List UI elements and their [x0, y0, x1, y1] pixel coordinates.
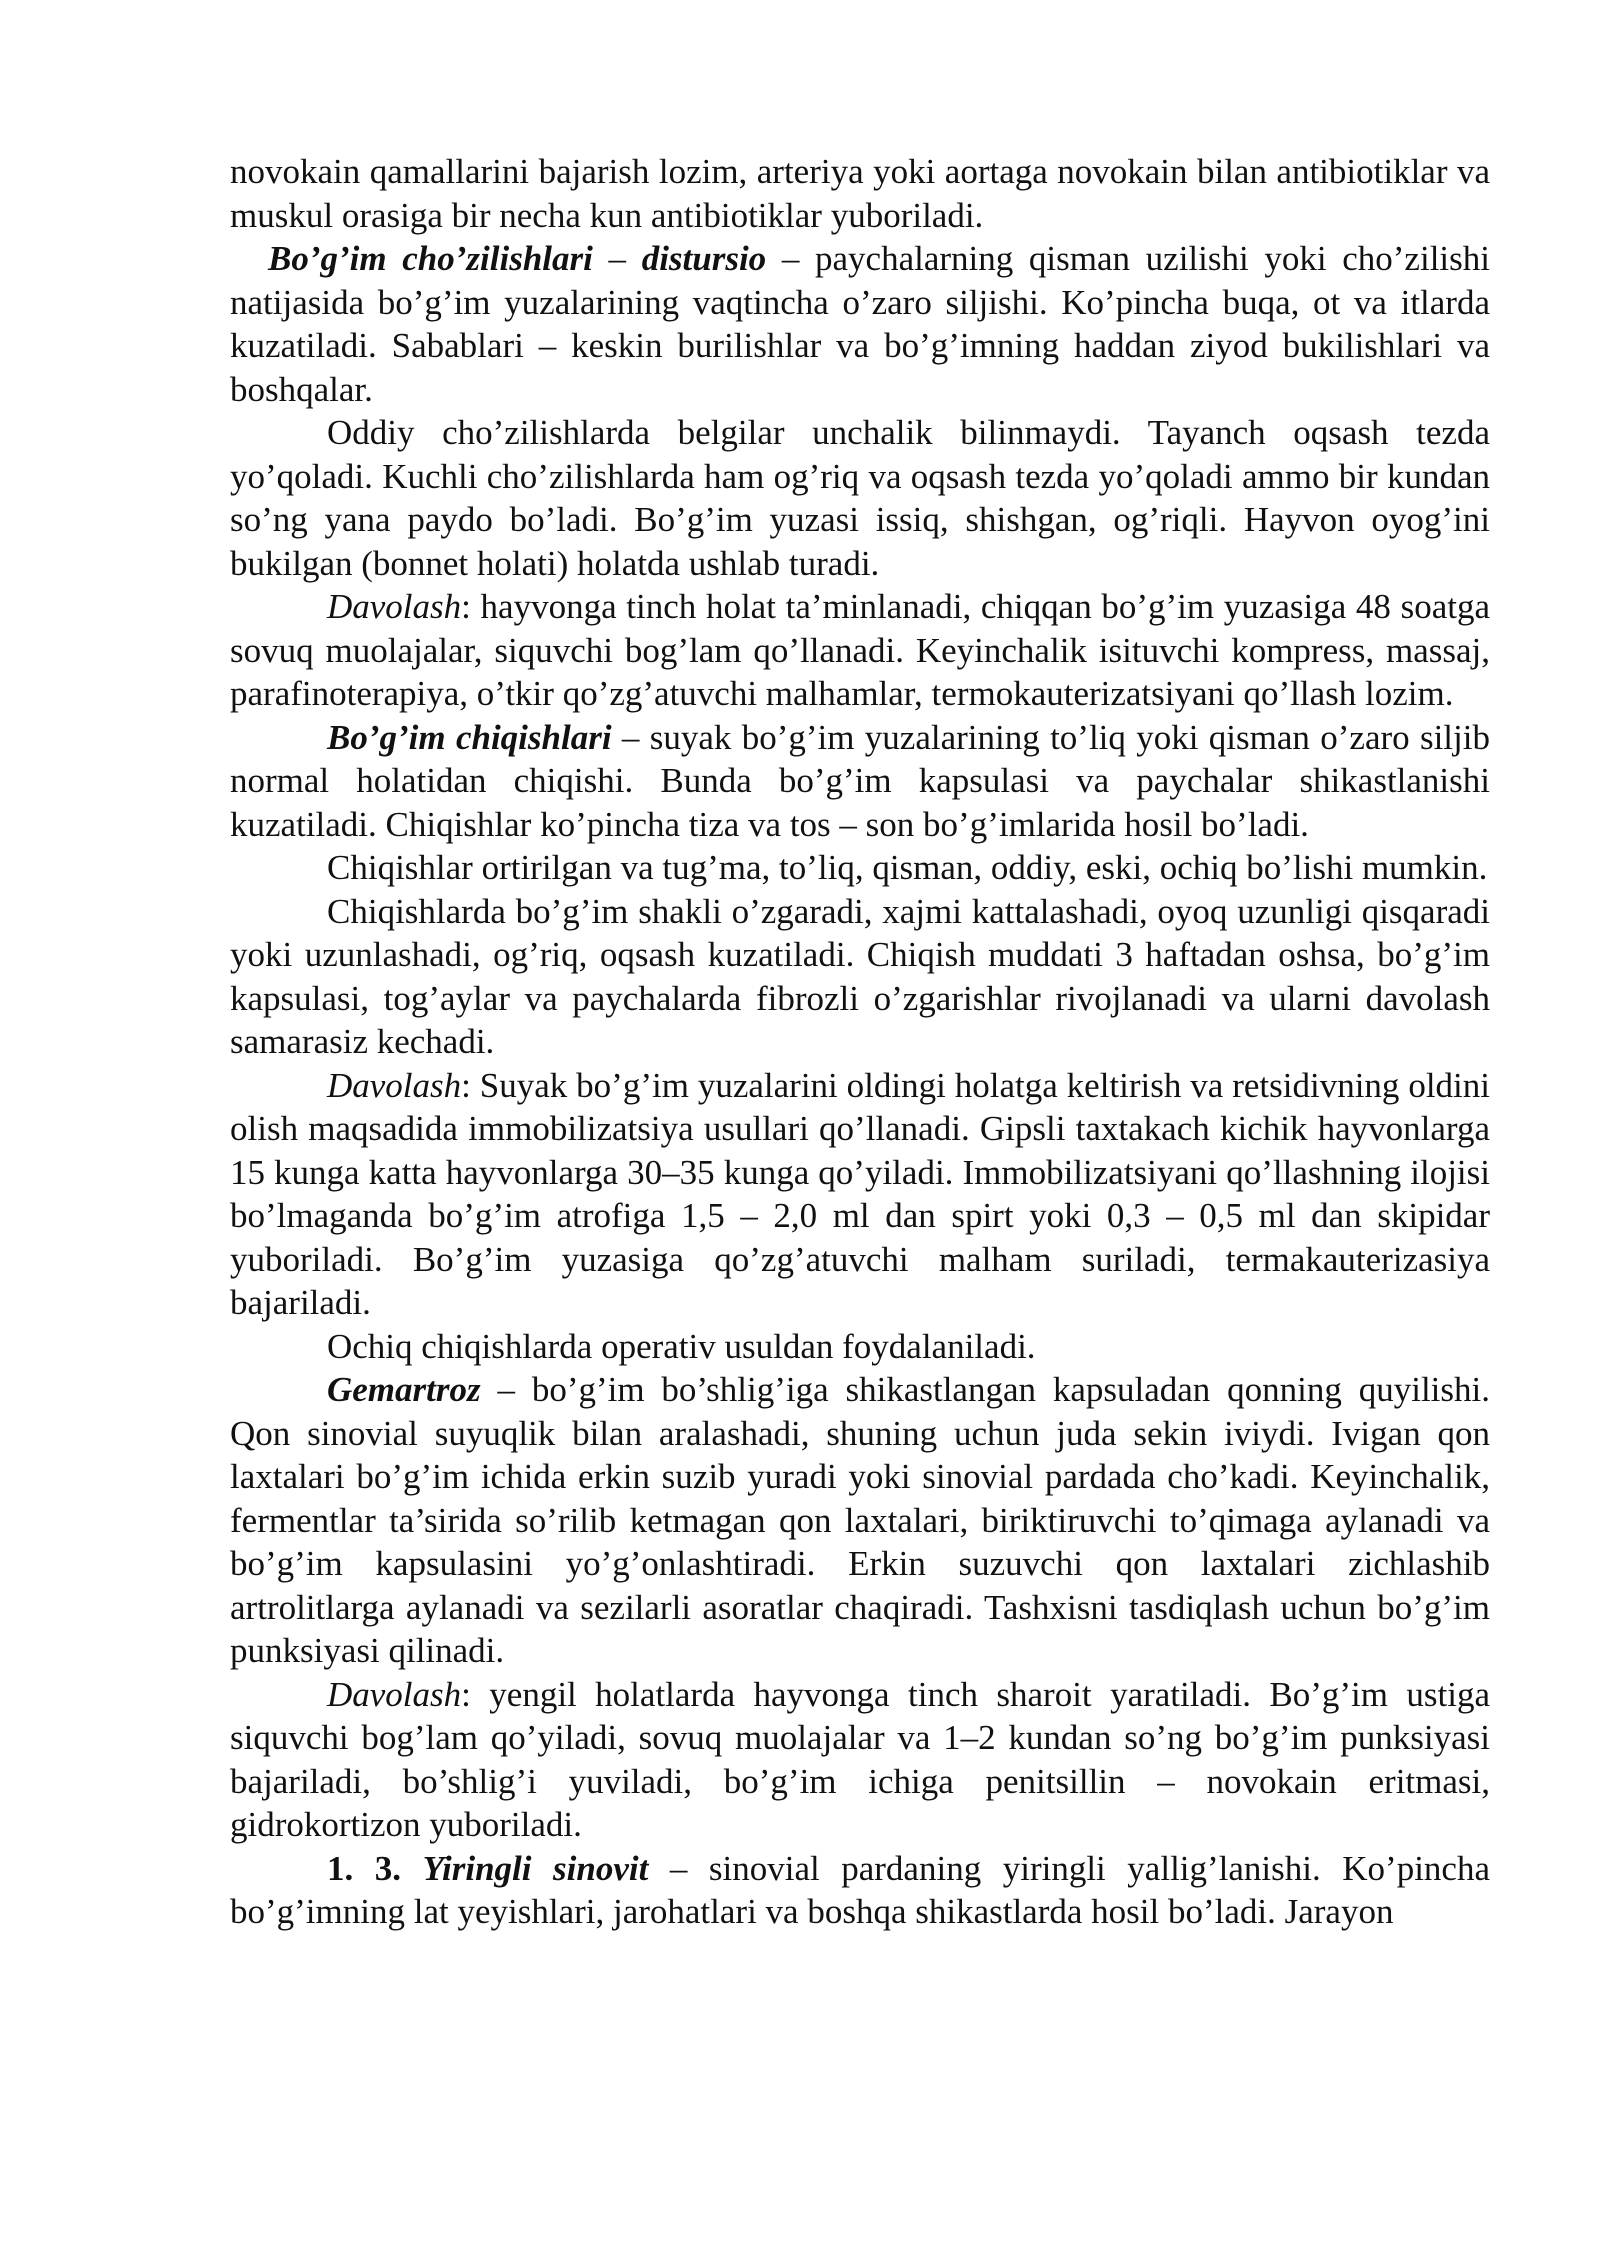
paragraph-open-dislocation — [230, 1325, 1490, 1369]
paragraph-distortion — [230, 237, 1490, 411]
paragraph-purulent-synovitis — [230, 1847, 1490, 1934]
term-bogim-chozilishlari: Bo’g’im cho’zilishlari — [268, 239, 593, 278]
paragraph-text: : Suyak bo’g’im yuzalarini oldingi holatga keltirish va retsidivning oldini olish maqsadida immobilizatsiya usullari qo’llanadi. Gipsli taxtakach kichik hayvonlarga 15 kunga katta hayvonlarga 30–35 kunga qo’yiladi. Immobilizatsiyani qo’llashning ilojisi bo’lmaganda bo’g’im atrofiga 1,5 – 2,0 ml dan spirt yoki 0,3 – 0,5 ml dan skipidar yuboriladi. Bo’g’im yuzasiga qo’zg’atuvchi malham suriladi, termakauterizasiya bajariladi. — [230, 1065, 1490, 1322]
term-davolash: Davolash — [327, 1674, 462, 1714]
section-number: 1. 3. — [327, 1848, 402, 1888]
term-dash: – — [592, 239, 642, 278]
paragraph-treatment-hemarthrosis — [230, 1673, 1490, 1847]
paragraph-treatment-distortion — [230, 585, 1490, 716]
paragraph-text: : hayvonga tinch holat ta’minlanadi, chiqqan bo’g’im yuzasiga 48 soatga sovuq muolajalar, siquvchi bog’lam qo’llanadi. Keyinchalik isituvchi kompress, massaj, parafinoterapiya, o’tkir qo’zg’atuvchi malhamlar, termokauterizatsiyani qo’llash lozim. — [230, 587, 1490, 713]
document-page — [230, 150, 1490, 1934]
paragraph-text: – sinovial pardaning yiringli yallig’lanishi. Ko’pincha bo’g’imning lat yeyishlari, jarohatlari va boshqa shikastlarda hosil bo’ladi. Jarayon — [230, 1848, 1490, 1931]
paragraph-text: Ochiq chiqishlarda operativ usuldan foydalaniladi. — [327, 1326, 1036, 1366]
term-bogim-chiqishlari: Bo’g’im chiqishlari — [327, 717, 612, 757]
paragraph-dislocation — [230, 716, 1490, 847]
paragraph-treatment-dislocation — [230, 1064, 1490, 1325]
paragraph-text: : yengil holatlarda hayvonga tinch sharoit yaratiladi. Bo’g’im ustiga siquvchi bog’lam qo’yiladi, sovuq muolajalar va 1–2 kundan so’ng bo’g’im punksiyasi bajariladi, bo’shlig’i yuviladi, bo’g’im ichiga penitsillin – novokain eritmasi, gidrokortizon yuboriladi. — [230, 1674, 1490, 1844]
paragraph-simple-distortion — [230, 411, 1490, 585]
paragraph-text: novokain qamallarini bajarish lozim, arteriya yoki aortaga novokain bilan antibiotiklar va muskul orasiga bir necha kun antibiotiklar yuboriladi. — [230, 152, 1490, 235]
term-gemartroz: Gemartroz — [327, 1370, 481, 1409]
paragraph-hemarthrosis — [230, 1368, 1490, 1673]
term-davolash: Davolash — [327, 1065, 462, 1105]
paragraph-novokain — [230, 150, 1490, 237]
term-davolash: Davolash — [327, 587, 462, 626]
paragraph-text: Chiqishlarda bo’g’im shakli o’zgaradi, xajmi kattalashadi, oyoq uzunligi qisqaradi yoki uzunlashadi, og’riq, oqsash kuzatiladi. Chiqish muddati 3 haftadan oshsa, bo’g’im kapsulasi, tog’aylar va paychalarda fibrozli o’zgarishlar rivojlanadi va ularni davolash samarasiz kechadi. — [230, 891, 1490, 1061]
paragraph-text: – suyak bo’g’im yuzalarining to’liq yoki qisman o’zaro siljib normal holatidan chiqishi. Bunda bo’g’im kapsulasi va paychalar shikastlanishi kuzatiladi. Chiqishlar ko’pincha tiza va tos – son bo’g’imlarida hosil bo’ladi. — [230, 717, 1490, 844]
paragraph-dislocation-types — [230, 846, 1490, 890]
term-yiringli-sinovit: Yiringli sinovit — [422, 1848, 649, 1888]
paragraph-text: Oddiy cho’zilishlarda belgilar unchalik bilinmaydi. Tayanch oqsash tezda yo’qoladi. Kuchli cho’zilishlarda ham og’riq va oqsash tezda yo’qoladi ammo bir kundan so’ng yana paydo bo’ladi. Bo’g’im yuzasi issiq, shishgan, og’riqli. Hayvon oyog’ini bukilgan (bonnet holati) holatda ushlab turadi. — [230, 413, 1490, 583]
paragraph-text: Chiqishlar ortirilgan va tug’ma, to’liq, qisman, oddiy, eski, ochiq bo’lishi mumkin. — [327, 848, 1488, 887]
paragraph-dislocation-signs — [230, 890, 1490, 1064]
paragraph-text: – paychalarning qisman uzilishi yoki cho’zilishi natijasida bo’g’im yuzalarining vaqtincha o’zaro siljishi. Ko’pincha buqa, ot va itlarda kuzatiladi. Sabablari – keskin burilishlar va bo’g’imning haddan ziyod bukilishlari va boshqalar. — [230, 239, 1490, 409]
paragraph-text: – bo’g’im bo’shlig’iga shikastlangan kapsuladan qonning quyilishi. Qon sinovial suyuqlik bilan aralashadi, shuning uchun juda sekin iviydi. Ivigan qon laxtalari bo’g’im ichida erkin suzib yuradi yoki sinovial pardada cho’kadi. Keyinchalik, fermentlar ta’sirida so’rilib ketmagan qon laxtalari, biriktiruvchi to’qimaga aylanadi va bo’g’im kapsulasini yo’g’onlashtiradi. Erkin suzuvchi qon laxtalari zichlashib artrolitlarga aylanadi va sezilarli asoratlar chaqiradi. Tashxisni tasdiqlash uchun bo’g’im punksiyasi qilinadi. — [230, 1370, 1490, 1670]
term-distursio: distursio — [641, 239, 767, 278]
